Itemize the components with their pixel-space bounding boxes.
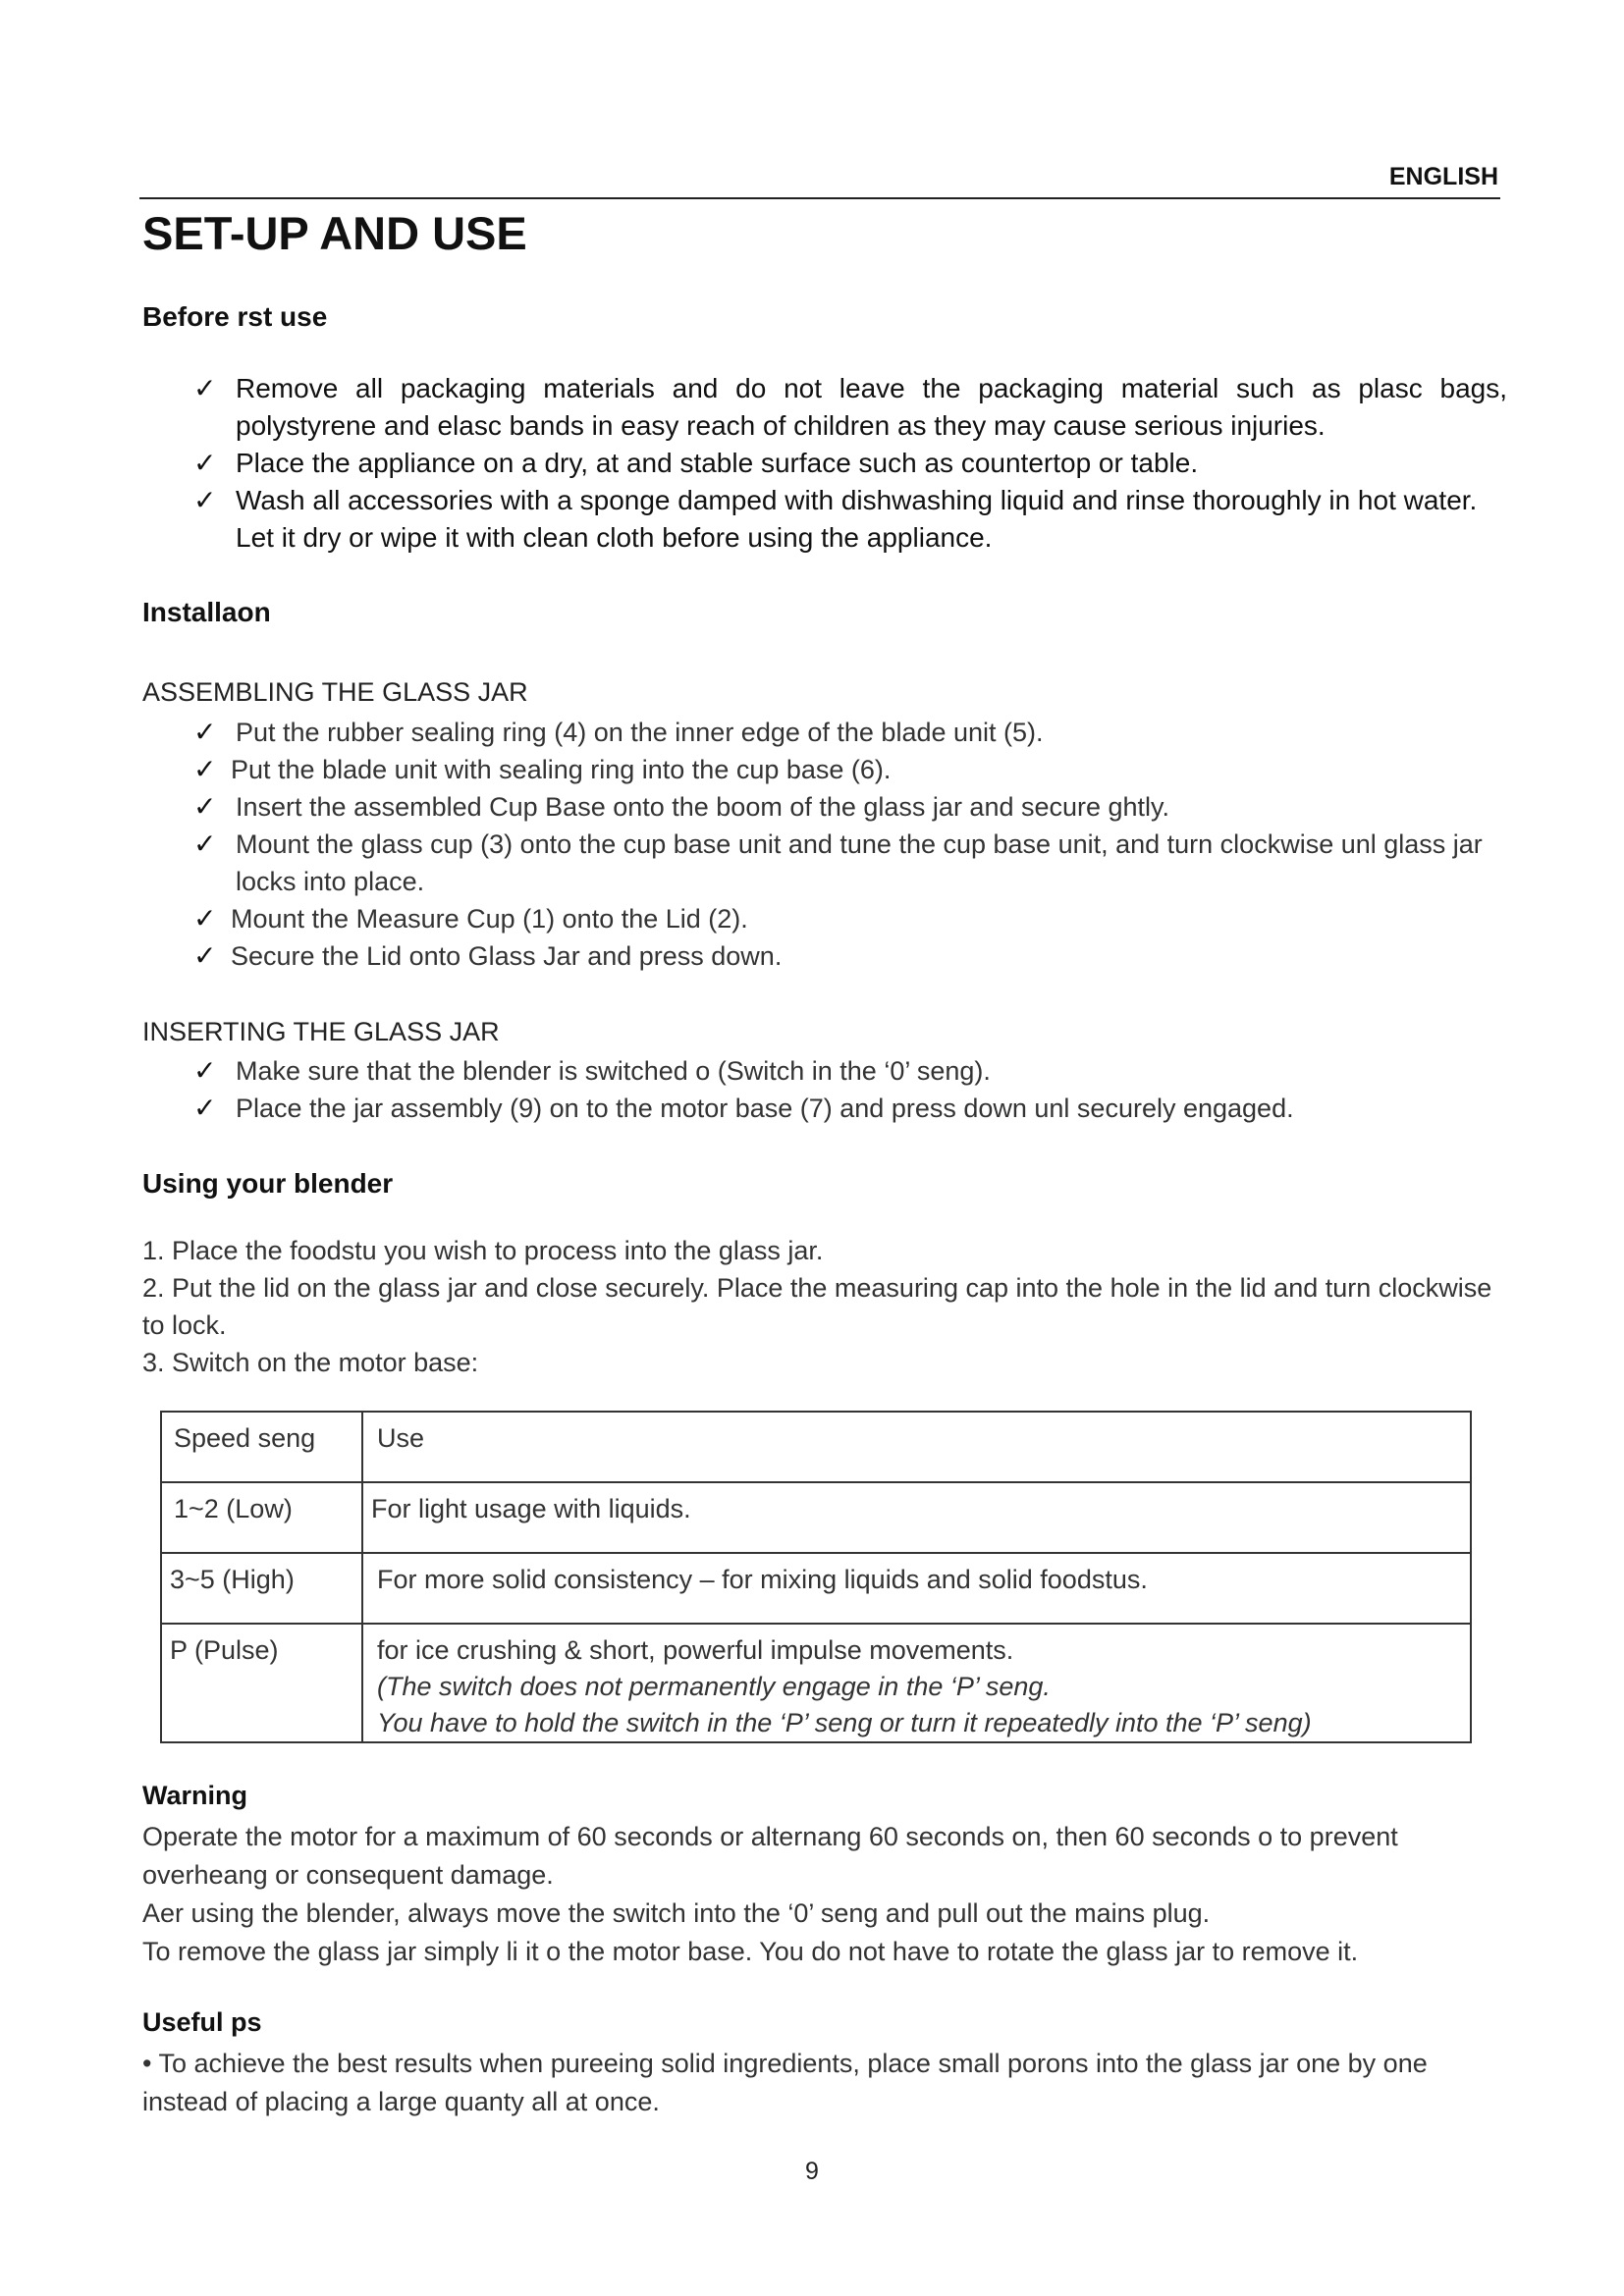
- checkmark-icon: ✓: [193, 373, 217, 403]
- checkmark-icon: ✓: [193, 754, 217, 784]
- table-cell: For light usage with liquids.: [362, 1482, 1471, 1553]
- table-cell: 1~2 (Low): [161, 1482, 362, 1553]
- list-item: ✓ Place the jar assembly (9) on to the motor base (7) and press down unl securely engaged.: [142, 1090, 1507, 1127]
- table-cell: [362, 1624, 1471, 1742]
- tips-text: • To achieve the best results when pureeing solid ingredients, place small porons into the glass jar one by one instead of placing a large quanty all at once.: [142, 2049, 1428, 2116]
- table-header-cell: Speed seng: [161, 1412, 362, 1482]
- speed-settings-table: [160, 1411, 1472, 1743]
- inserting-list: [142, 1052, 1507, 1127]
- table-row: [161, 1624, 1471, 1742]
- header-rule: [139, 197, 1500, 199]
- inserting-subheading: INSERTING THE GLASS JAR: [142, 1017, 500, 1046]
- list-item: ✓ Mount the glass cup (3) onto the cup base unit and tune the cup base unit, and turn clockwise unl glass jar locks into place.: [142, 826, 1507, 900]
- checkmark-icon: ✓: [193, 485, 217, 515]
- step-item: 1. Place the foodstu you wish to process into the glass jar.: [142, 1236, 824, 1265]
- pulse-note: (The switch does not permanently engage in the ‘P’ seng.: [377, 1672, 1051, 1701]
- warning-text: Operate the motor for a maximum of 60 seconds or alternang 60 seconds on, then 60 seconds o to prevent overheang or consequent damage.: [142, 1822, 1398, 1890]
- list-item: ✓ Insert the assembled Cup Base onto the boom of the glass jar and secure ghtly.: [142, 788, 1507, 826]
- checkmark-icon: ✓: [193, 828, 217, 859]
- warning-text: Aer using the blender, always move the switch into the ‘0’ seng and pull out the mains plug.: [142, 1898, 1211, 1928]
- list-item: ✓ Put the blade unit with sealing ring into the cup base (6).: [142, 751, 1507, 788]
- table-cell: For more solid consistency – for mixing liquids and solid foodstus.: [362, 1553, 1471, 1624]
- list-item: ✓ Remove all packaging materials and do not leave the packaging material such as plasc bags, polystyrene and elasc bands in easy reach of children as they may cause serious injuries.: [142, 370, 1507, 445]
- page-title: SET-UP AND USE: [142, 207, 527, 259]
- assembling-subheading: ASSEMBLING THE GLASS JAR: [142, 677, 528, 707]
- language-label: ENGLISH: [1388, 163, 1498, 190]
- checkmark-icon: ✓: [193, 1055, 217, 1086]
- using-heading: Using your blender: [142, 1168, 394, 1199]
- checkmark-icon: ✓: [193, 903, 217, 934]
- table-header-cell: Use: [362, 1412, 1471, 1482]
- list-item: ✓ Mount the Measure Cup (1) onto the Lid (2).: [142, 900, 1507, 937]
- checkmark-icon: ✓: [193, 791, 217, 822]
- warning-text: To remove the glass jar simply li it o the motor base. You do not have to rotate the glass jar to remove it.: [142, 1937, 1359, 1966]
- table-cell: 3~5 (High): [161, 1553, 362, 1624]
- table-header-row: [161, 1412, 1471, 1482]
- step-item: 3. Switch on the motor base:: [142, 1348, 479, 1377]
- using-steps: [142, 1232, 1507, 1381]
- list-item: ✓ Place the appliance on a dry, at and stable surface such as countertop or table.: [142, 445, 1507, 482]
- list-item: ✓ Put the rubber sealing ring (4) on the inner edge of the blade unit (5).: [142, 714, 1507, 751]
- before-first-use-heading: Before rst use: [142, 301, 328, 332]
- warning-heading: Warning: [142, 1781, 247, 1810]
- before-first-use-list: [142, 370, 1507, 557]
- assembling-list: [142, 714, 1507, 975]
- list-item: ✓ Make sure that the blender is switched o (Switch in the ‘0’ seng).: [142, 1052, 1507, 1090]
- page-number: 9: [805, 2158, 819, 2185]
- checkmark-icon: ✓: [193, 448, 217, 478]
- checkmark-icon: ✓: [193, 940, 217, 971]
- table-row: [161, 1482, 1471, 1553]
- checkmark-icon: ✓: [193, 717, 217, 747]
- list-item: ✓ Wash all accessories with a sponge damped with dishwashing liquid and rinse thoroughly in hot water. Let it dry or wipe it with clean cloth before using the appliance.: [142, 482, 1507, 557]
- table-row: [161, 1553, 1471, 1624]
- checkmark-icon: ✓: [193, 1093, 217, 1123]
- tips-heading: Useful ps: [142, 2007, 262, 2037]
- pulse-use-text: for ice crushing & short, powerful impulse movements.: [377, 1635, 1014, 1665]
- table-cell: P (Pulse): [161, 1624, 362, 1742]
- list-item: ✓ Secure the Lid onto Glass Jar and press down.: [142, 937, 1507, 975]
- pulse-note: You have to hold the switch in the ‘P’ seng or turn it repeatedly into the ‘P’ seng): [377, 1708, 1312, 1737]
- installation-heading: Installaon: [142, 597, 271, 627]
- step-item: 2. Put the lid on the glass jar and close securely. Place the measuring cap into the hole in the lid and turn clockwise to lock.: [142, 1273, 1492, 1340]
